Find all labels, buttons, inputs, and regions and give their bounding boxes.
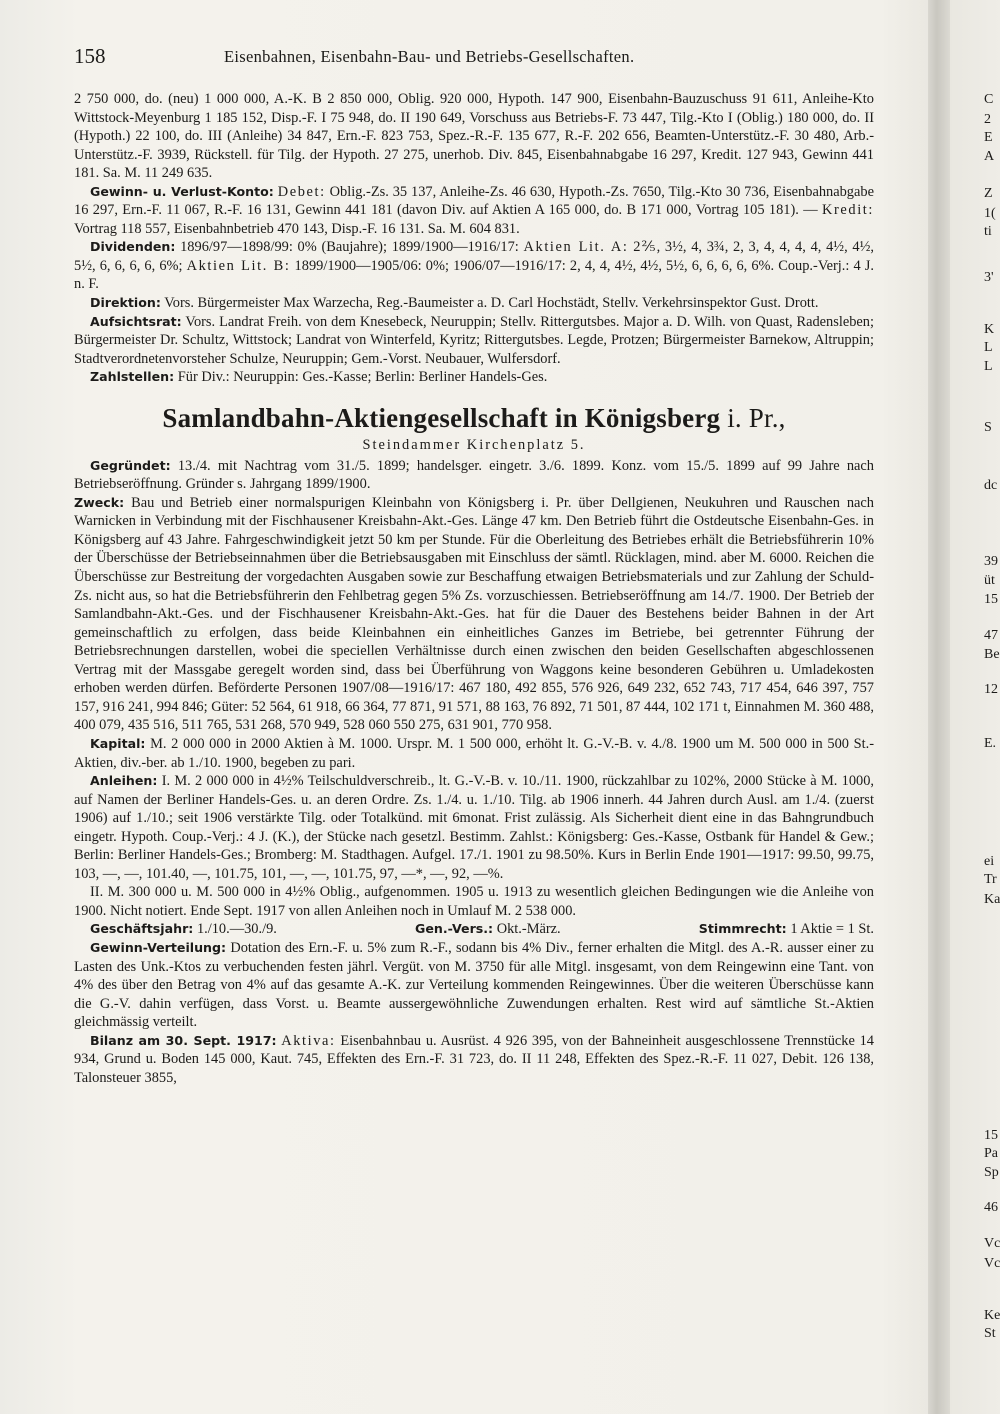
book-gutter xyxy=(928,0,950,1414)
direktion-label: Direktion: xyxy=(90,295,161,311)
kapital-text: M. 2 000 000 in 2000 Aktien à M. 1000. Urspr. M. 1 500 000, erhöht lt. G.-V.-B. v. 4./8. 1900 um M. 500 000 in 500 St.-Aktien, div.-ber. ab 1./10. 1900, begeben zu pari. xyxy=(74,735,874,771)
aufsichtsrat-label: Aufsichtsrat: xyxy=(90,313,182,329)
company-title-suffix: i. Pr., xyxy=(727,402,786,433)
anleihe-ii-paragraph: II. M. 300 000 u. M. 500 000 in 4½% Oblig., aufgenommen. 1905 u. 1913 zu wesentlich gleichen Bedingungen wie die Anleihe von 1900. Nicht notiert. Ende Sept. 1917 von allen Anleihen noch in Umlauf M. 2 538 000. xyxy=(74,884,874,919)
gewinn-verlust-debet-text: Oblig.-Zs. 35 137, Anleihe-Zs. 46 630, Hypoth.-Zs. 7650, Tilg.-Kto 30 736, Eisenbahnabgabe 16 297, Ern.-F. 11 067, R.-F. 16 131, Gewinn 441 181 (davon Div. auf Aktien A 165 000, do. B 171 000, Vortrag 105 181). — xyxy=(74,183,874,219)
zweck-paragraph xyxy=(74,494,874,735)
edge-fragment: 39 xyxy=(984,554,998,569)
edge-fragment: 1( xyxy=(984,206,996,221)
dividenden-paragraph xyxy=(74,238,874,294)
kredit-label: Kredit: xyxy=(822,202,874,219)
gen-vers-item xyxy=(399,920,561,939)
edge-fragment: 46 xyxy=(984,1200,998,1215)
next-page-edge xyxy=(984,0,1000,1414)
edge-fragment: 15 xyxy=(984,592,998,607)
gewinn-verlust-label: Gewinn- u. Verlust-Konto: xyxy=(90,183,274,199)
edge-fragment: Vc xyxy=(984,1236,1000,1251)
gen-vers-label: Gen.-Vers.: xyxy=(415,921,494,937)
edge-fragment: L xyxy=(984,340,993,355)
edge-fragment: Ka xyxy=(984,892,1000,907)
edge-fragment: 12 xyxy=(984,682,998,697)
previous-balance-paragraph: 2 750 000, do. (neu) 1 000 000, A.-K. B 2 850 000, Oblig. 920 000, Hypoth. 147 900, Eisenbahn-Bauzuschuss 91 611, Anleihe-Kto Wittstock-Meyenburg 1 185 152, Disp.-F. I 75 948, do. II 190 649, Vorschuss aus Betriebs-F. 73 447, Tilg.-Kto I (Oblig.) 180 000, do. II (Hypoth.) 22 100, do. III (Anleihe) 34 847, Ern.-F. 823 753, Spez.-R.-F. 135 677, R.-F. 202 656, Beamten-Unterstütz.-F. 30 480, Arb.-Unterstütz.-F. 3939, Rückstell. für Tilg. der Hypoth. 27 275, unerhob. Div. 845, Eisenbahnabgabe 16 297, Kredit. 127 943, Gewinn 441 181. Sa. M. 11 249 635. xyxy=(74,91,874,182)
dividenden-label: Dividenden: xyxy=(90,239,176,255)
gegruendet-text: 13./4. mit Nachtrag vom 31./5. 1899; handelsger. eingetr. 3./6. 1899. Konz. vom 15./5. 1899 auf 99 Jahre nach Betriebseröffnung. Gründer s. Jahrgang 1899/1900. xyxy=(74,457,874,493)
zweck-label: Zweck: xyxy=(74,494,125,510)
edge-fragment: üt xyxy=(984,573,995,588)
aktien-lit-b-label: Aktien Lit. B: xyxy=(186,257,291,274)
geschaeftsjahr-row xyxy=(74,920,874,939)
edge-fragment: 3' xyxy=(984,270,994,285)
edge-fragment: S xyxy=(984,420,992,435)
gewinn-verteilung-paragraph xyxy=(74,939,874,1032)
running-title: Eisenbahnen, Eisenbahn-Bau- und Betriebs-Gesellschaften. xyxy=(224,47,635,66)
zahlstellen-paragraph xyxy=(74,368,874,387)
company-name: Samlandbahn-Aktiengesellschaft in Königsberg xyxy=(162,402,721,433)
geschaeftsjahr-item xyxy=(74,920,277,939)
kapital-paragraph xyxy=(74,735,874,772)
direktion-paragraph xyxy=(74,294,874,313)
edge-fragment: E. xyxy=(984,736,997,751)
kapital-label: Kapital: xyxy=(90,735,146,751)
gegruendet-label: Gegründet: xyxy=(90,457,171,473)
edge-fragment: Tr xyxy=(984,872,997,887)
page-number: 158 xyxy=(74,44,106,68)
edge-fragment: A xyxy=(984,149,995,164)
edge-fragment: ti xyxy=(984,224,992,239)
edge-fragment: Vc xyxy=(984,1256,1000,1271)
gewinn-verteilung-text: Dotation des Ern.-F. u. 5% zum R.-F., sodann bis 4% Div., ferner erhalten die Mitgl. des A.-R. ausser einer zu Lasten des Unk.-Ktos zu verbuchenden festen jährl. Vergüt. von M. 3750 für alle Mitgl. insgesamt, von dem Reingewinn eine Tant. von 4% des über den Betrag von 4% auf das gesamte A.-K. zur Verteilung kommenden Reingewinnes. Über die weiteren Überschüsse kann die G.-V. dahin verfügen, dass Vorst. u. Beamte aussergewöhnliche Zuwendungen erhalten. Rest wird auf sämtliche St.-Aktien gleichmässig verteilt. xyxy=(74,939,874,1031)
dividenden-text-1: 1896/97—1898/99: 0% (Baujahre); 1899/1900—1916/17: xyxy=(180,239,519,256)
edge-fragment: dc xyxy=(984,478,998,493)
stimmrecht-text: 1 Aktie = 1 St. xyxy=(790,921,874,938)
geschaeftsjahr-label: Geschäftsjahr: xyxy=(90,921,194,937)
bilanz-paragraph xyxy=(74,1032,874,1088)
edge-fragment: 47 xyxy=(984,628,998,643)
anleihen-paragraph xyxy=(74,772,874,883)
edge-fragment: 2 xyxy=(984,112,991,127)
edge-fragment: C xyxy=(984,92,994,107)
aktien-lit-a-label: Aktien Lit. A: xyxy=(523,239,629,256)
edge-fragment: L xyxy=(984,359,993,374)
aufsichtsrat-text: Vors. Landrat Freih. von dem Knesebeck, Neuruppin; Stellv. Rittergutsbes. Major a. D. Wilh. von Quast, Radensleben; Bürgermeister Dr. Schultz, Wittstock; Landrat von Winterfeld, Kyritz; Rittergutsbes. Legde, Protzen; Bürgermeister Barnekow, Altruppin; Stadtverordnetenvorsteher Schulze, Neuruppin; Gem.-Vorst. Neubauer, Wulfersdorf. xyxy=(74,313,874,367)
zahlstellen-label: Zahlstellen: xyxy=(90,369,175,385)
zweck-text: Bau und Betrieb einer normalspurigen Kleinbahn von Königsberg i. Pr. über Dellgienen, Neukuhren und Rauschen nach Warnicken in Verbindung mit der Fischhausener Kreisbahn-Akt.-Ges. Länge 47 km. Den Betrieb führt die Ostdeutsche Eisenbahn-Ges. in Königsberg auf 43 Jahre. Fahrgeschwindigkeit jetzt 50 km per Stunde. Für die Oberleitung des Betriebes erhält die Betriebsführerin 10% der Überschüsse der Betriebseinnahmen über die Betriebsausgaben mit Einschluss der sämtl. Rücklagen, mind. aber M. 6000. Reichen die Überschüsse zur Bestreitung der vorgedachten Ausgaben sowie zur Beschaffung etwaigen Betriebsmaterials und zur Zahlung der Schuld-Zs. nicht aus, so hat die Betriebsführerin den Fehlbetrag gegen 5% Zs. vorzuschiessen. Betriebseröffnung am 14./7. 1900. Der Betrieb der Samlandbahn-Akt.-Ges. und der Fischhausener Kreisbahn-Akt.-Ges. hat für die Dauer des Bestehens beider Bahnen in der Art gemeinschaftlich zu erfolgen, dass beide Kleinbahnen ein einheitliches Ganzes im Betriebe, bei getrennter Führung der Betriebsrechnungen darstellen, wobei die speciellen Verhältnisse durch einen zwischen den beiden Gesellschaften abgeschlossenen Vertrag mit der Massgabe geregelt worden sind, dass bei Überführung von Waggons keine besonderen Gebühren u. Umladekosten erhoben werden dürfen. Beförderte Personen 1907/08—1916/17: 467 180, 492 855, 576 926, 649 232, 652 743, 717 454, 646 397, 757 157, 916 241, 994 846; Güter: 52 564, 61 918, 66 364, 77 871, 91 571, 88 163, 76 892, 71 501, 87 444, 102 171 t, Einnahmen M. 360 488, 400 079, 435 516, 511 765, 531 268, 570 949, 528 060 550 275, 631 901, 770 958. xyxy=(74,494,874,734)
edge-fragment: 15 xyxy=(984,1128,998,1143)
edge-fragment: Sp xyxy=(984,1165,999,1180)
bilanz-text: Eisenbahnbau u. Ausrüst. 4 926 395, von der Bahneinheit ausgeschlossene Trennstücke 14 934, Grund u. Boden 145 000, Kaut. 745, Effekten des Ern.-F. 31 723, do. II 11 248, Effekten des Spez.-R.-F. 11 027, Debit. 126 138, Talonsteuer 3855, xyxy=(74,1032,874,1086)
gegruendet-paragraph xyxy=(74,457,874,494)
gewinn-verlust-paragraph xyxy=(74,183,874,239)
dividenden-text-2: 2⅖, 3½, 4, 3¾, 2, 3, 4, 4, 4, 4, 4½, 4½, 5½, 6, 6, 6, 6, 6%; xyxy=(74,239,874,274)
zahlstellen-text: Für Div.: Neuruppin: Ges.-Kasse; Berlin: Berliner Handels-Ges. xyxy=(177,369,548,386)
bilanz-label: Bilanz am 30. Sept. 1917: xyxy=(90,1032,277,1048)
edge-fragment: E xyxy=(984,130,993,145)
page-header xyxy=(74,40,874,70)
gewinn-verlust-kredit-text: Vortrag 118 557, Eisenbahnbetrieb 470 143, Disp.-F. 16 131. Sa. M. 604 831. xyxy=(74,220,520,237)
main-text-column xyxy=(74,90,874,1087)
edge-fragment: K xyxy=(984,322,995,337)
edge-fragment: Be xyxy=(984,647,1000,662)
geschaeftsjahr-text: 1./10.—30./9. xyxy=(196,921,277,938)
edge-fragment: ei xyxy=(984,854,995,869)
anleihen-text: I. M. 2 000 000 in 4½% Teilschuldverschreib., lt. G.-V.-B. v. 10./11. 1900, rückzahlbar zu 102%, 2000 Stücke à M. 1000, auf Namen der Berliner Handels-Ges. u. an deren Ordre. Zs. 1./4. u. 1./10. Tilg. ab 1906 innerh. 44 Jahren durch Ausl. am 1./4. (zuerst 1906) auf 1./10.; seit 1906 verstärkte Tilg. oder Totalkünd. mit 6monat. Frist zulässig. Als Sicherheit dient eine in das Bahngrundbuch eingetr. Hypoth. Coup.-Verj.: 4 J. (K.), der Stücke nach gesetzl. Bestimm. Zahlst.: Königsberg: Ges.-Kasse, Ostbank für Handel & Gew.; Berlin: Berliner Handels-Ges.; Bromberg: M. Stadthagen. Aufgel. 17./1. 1901 zu 98.50%. Kurs in Berlin Ende 1901—1917: 99.50, 99.75, 103, —, —, 101.40, —, 101.75, 101, —, —, 101.75, 97, —*, —, 92, —%. xyxy=(74,773,874,882)
edge-fragment: Z xyxy=(984,186,993,201)
edge-fragment: Ke xyxy=(984,1308,1000,1323)
dividenden-text-3: 1899/1900—1905/06: 0%; 1906/07—1916/17: 2, 4, 4, 4½, 4½, 5½, 6, 6, 6, 6, 6%. Coup.-Verj.: 4 J. n. F. xyxy=(74,257,875,293)
aktiva-label: Aktiva: xyxy=(281,1032,336,1049)
edge-fragment: St xyxy=(984,1326,996,1341)
edge-fragment: Pa xyxy=(984,1146,998,1161)
direktion-text: Vors. Bürgermeister Max Warzecha, Reg.-Baumeister a. D. Carl Hochstädt, Stellv. Verkehrsinspektor Gust. Drott. xyxy=(164,295,819,312)
aufsichtsrat-paragraph xyxy=(74,313,874,369)
debet-label: Debet: xyxy=(277,183,326,200)
company-title xyxy=(74,401,874,435)
gen-vers-text: Okt.-März. xyxy=(496,921,561,938)
gewinn-verteilung-label: Gewinn-Verteilung: xyxy=(90,939,227,955)
stimmrecht-label: Stimmrecht: xyxy=(698,921,787,937)
company-address: Steindammer Kirchenplatz 5. xyxy=(362,436,586,453)
stimmrecht-item xyxy=(683,920,874,939)
anleihen-label: Anleihen: xyxy=(90,773,158,789)
